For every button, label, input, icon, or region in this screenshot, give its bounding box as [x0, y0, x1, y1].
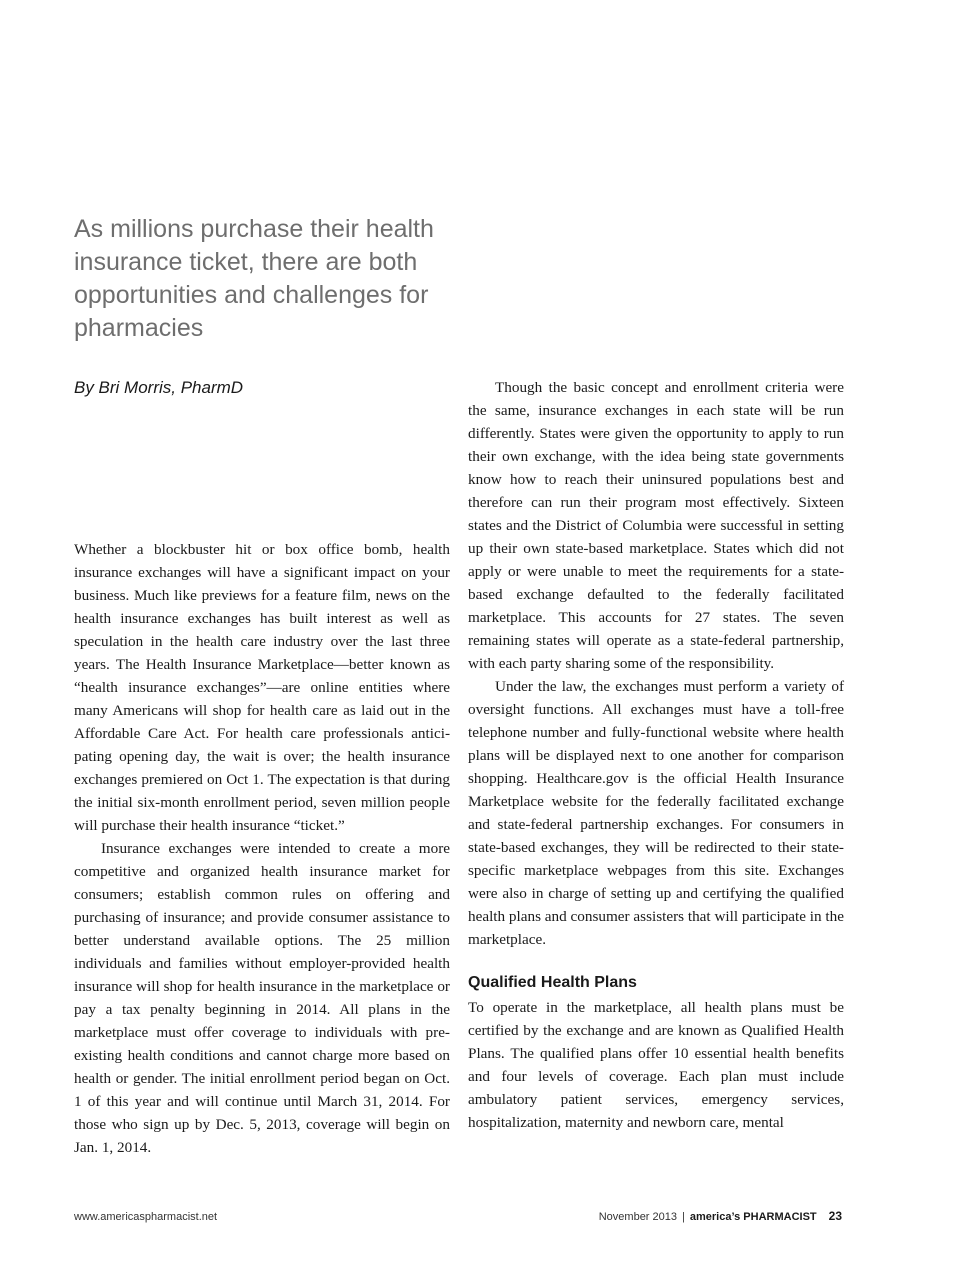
magazine-name: PHARMACIST: [743, 1211, 817, 1223]
body-paragraph: Whether a blockbuster hit or box office bomb, health insurance exchanges will have a significant impact on your business. Much like previews for a feature film, news on the health insurance exchanges has built interest as well as speculation in the health care industry over the last three years. The Health Insurance Marketplace—better known as “health insurance exchanges”—are online entities where many Americans will shop for health care as laid out in the Affordable Care Act. For health care professionals anticipating opening day, the wait is over; the health insurance exchanges premiered on Oct 1. The expectation is that during the initial six-month enrollment period, seven million people will purchase their health insurance “ticket.”: [74, 541, 450, 834]
byline: By Bri Morris, PharmD: [74, 378, 244, 397]
footer-date: November 2013: [598, 1211, 678, 1223]
body-paragraph: Insurance exchanges were intended to create a more competitive and organized health insurance market for consumers; establish common rules on offering and purchasing of insurance; and provide consumer assistance to better understand available options. The 25 million individuals and families without employer-provided health insurance will shop for health insurance in the marketplace or pay a tax penalty beginning in 2014. All plans in the marketplace must offer coverage to individuals with pre-existing health conditions and cannot charge more based on health or gender. The initial enrollment period began on Oct. 1 of this year and will continue until March 31, 2014. For those who sign up by Dec. 5, 2013, coverage will begin on Jan. 1, 2014.: [74, 840, 450, 1156]
body-paragraph: Though the basic concept and enrollment criteria were the same, insurance exchanges in each state will be run differently. States were given the opportunity to apply to run their own exchange, with the idea being state governments know how to reach their uninsured populations best and therefore can run their program most effectively. Sixteen states and the District of Columbia were successful in setting up their own state-based marketplace. States which did not apply or were unable to meet the requirements for a state-based exchange defaulted to the federally facilitated marketplace. This accounts for 27 states. The seven remaining states will operate as a state-federal partnership, with each party sharing some of the responsibility.: [468, 379, 844, 672]
body-paragraph: Under the law, the exchanges must perform a variety of oversight functions. All exchanges must have a toll-free telephone number and fully-functional website where health plans will be displayed next to one another for comparison shopping. Healthcare.gov is the official Health Insurance Marketplace website for the federally facilitated exchange and state-federal partnership exchanges. For consumers in state-based exchanges, they will be redirected to their state-specific marketplace webpages from this site. Exchanges were also in charge of setting up and certifying the qualified health plans and consumer assisters that will participate in the marketplace.: [468, 678, 844, 948]
footer-issue-info: [599, 1209, 842, 1223]
article-deck: As millions purchase their health insurance ticket, there are both opportunities and challenges for pharmacies: [74, 215, 434, 342]
footer-separator: |: [682, 1211, 685, 1223]
right-column: [468, 376, 844, 1134]
left-column: [74, 538, 450, 1159]
body-paragraph: To operate in the marketplace, all health plans must be certified by the exchange and are known as Qualified Health Plans. The qualified plans offer 10 essential health benefits and four levels of coverage. Each plan must include ambulatory patient services, emergency services, hospitalization, maternity and newborn care, mental: [468, 999, 844, 1131]
footer-url: www.americaspharmacist.net: [74, 1211, 218, 1223]
section-heading: Qualified Health Plans: [468, 974, 637, 991]
magazine-name-prefix: america’s: [689, 1211, 741, 1223]
page-number: 23: [828, 1209, 842, 1223]
